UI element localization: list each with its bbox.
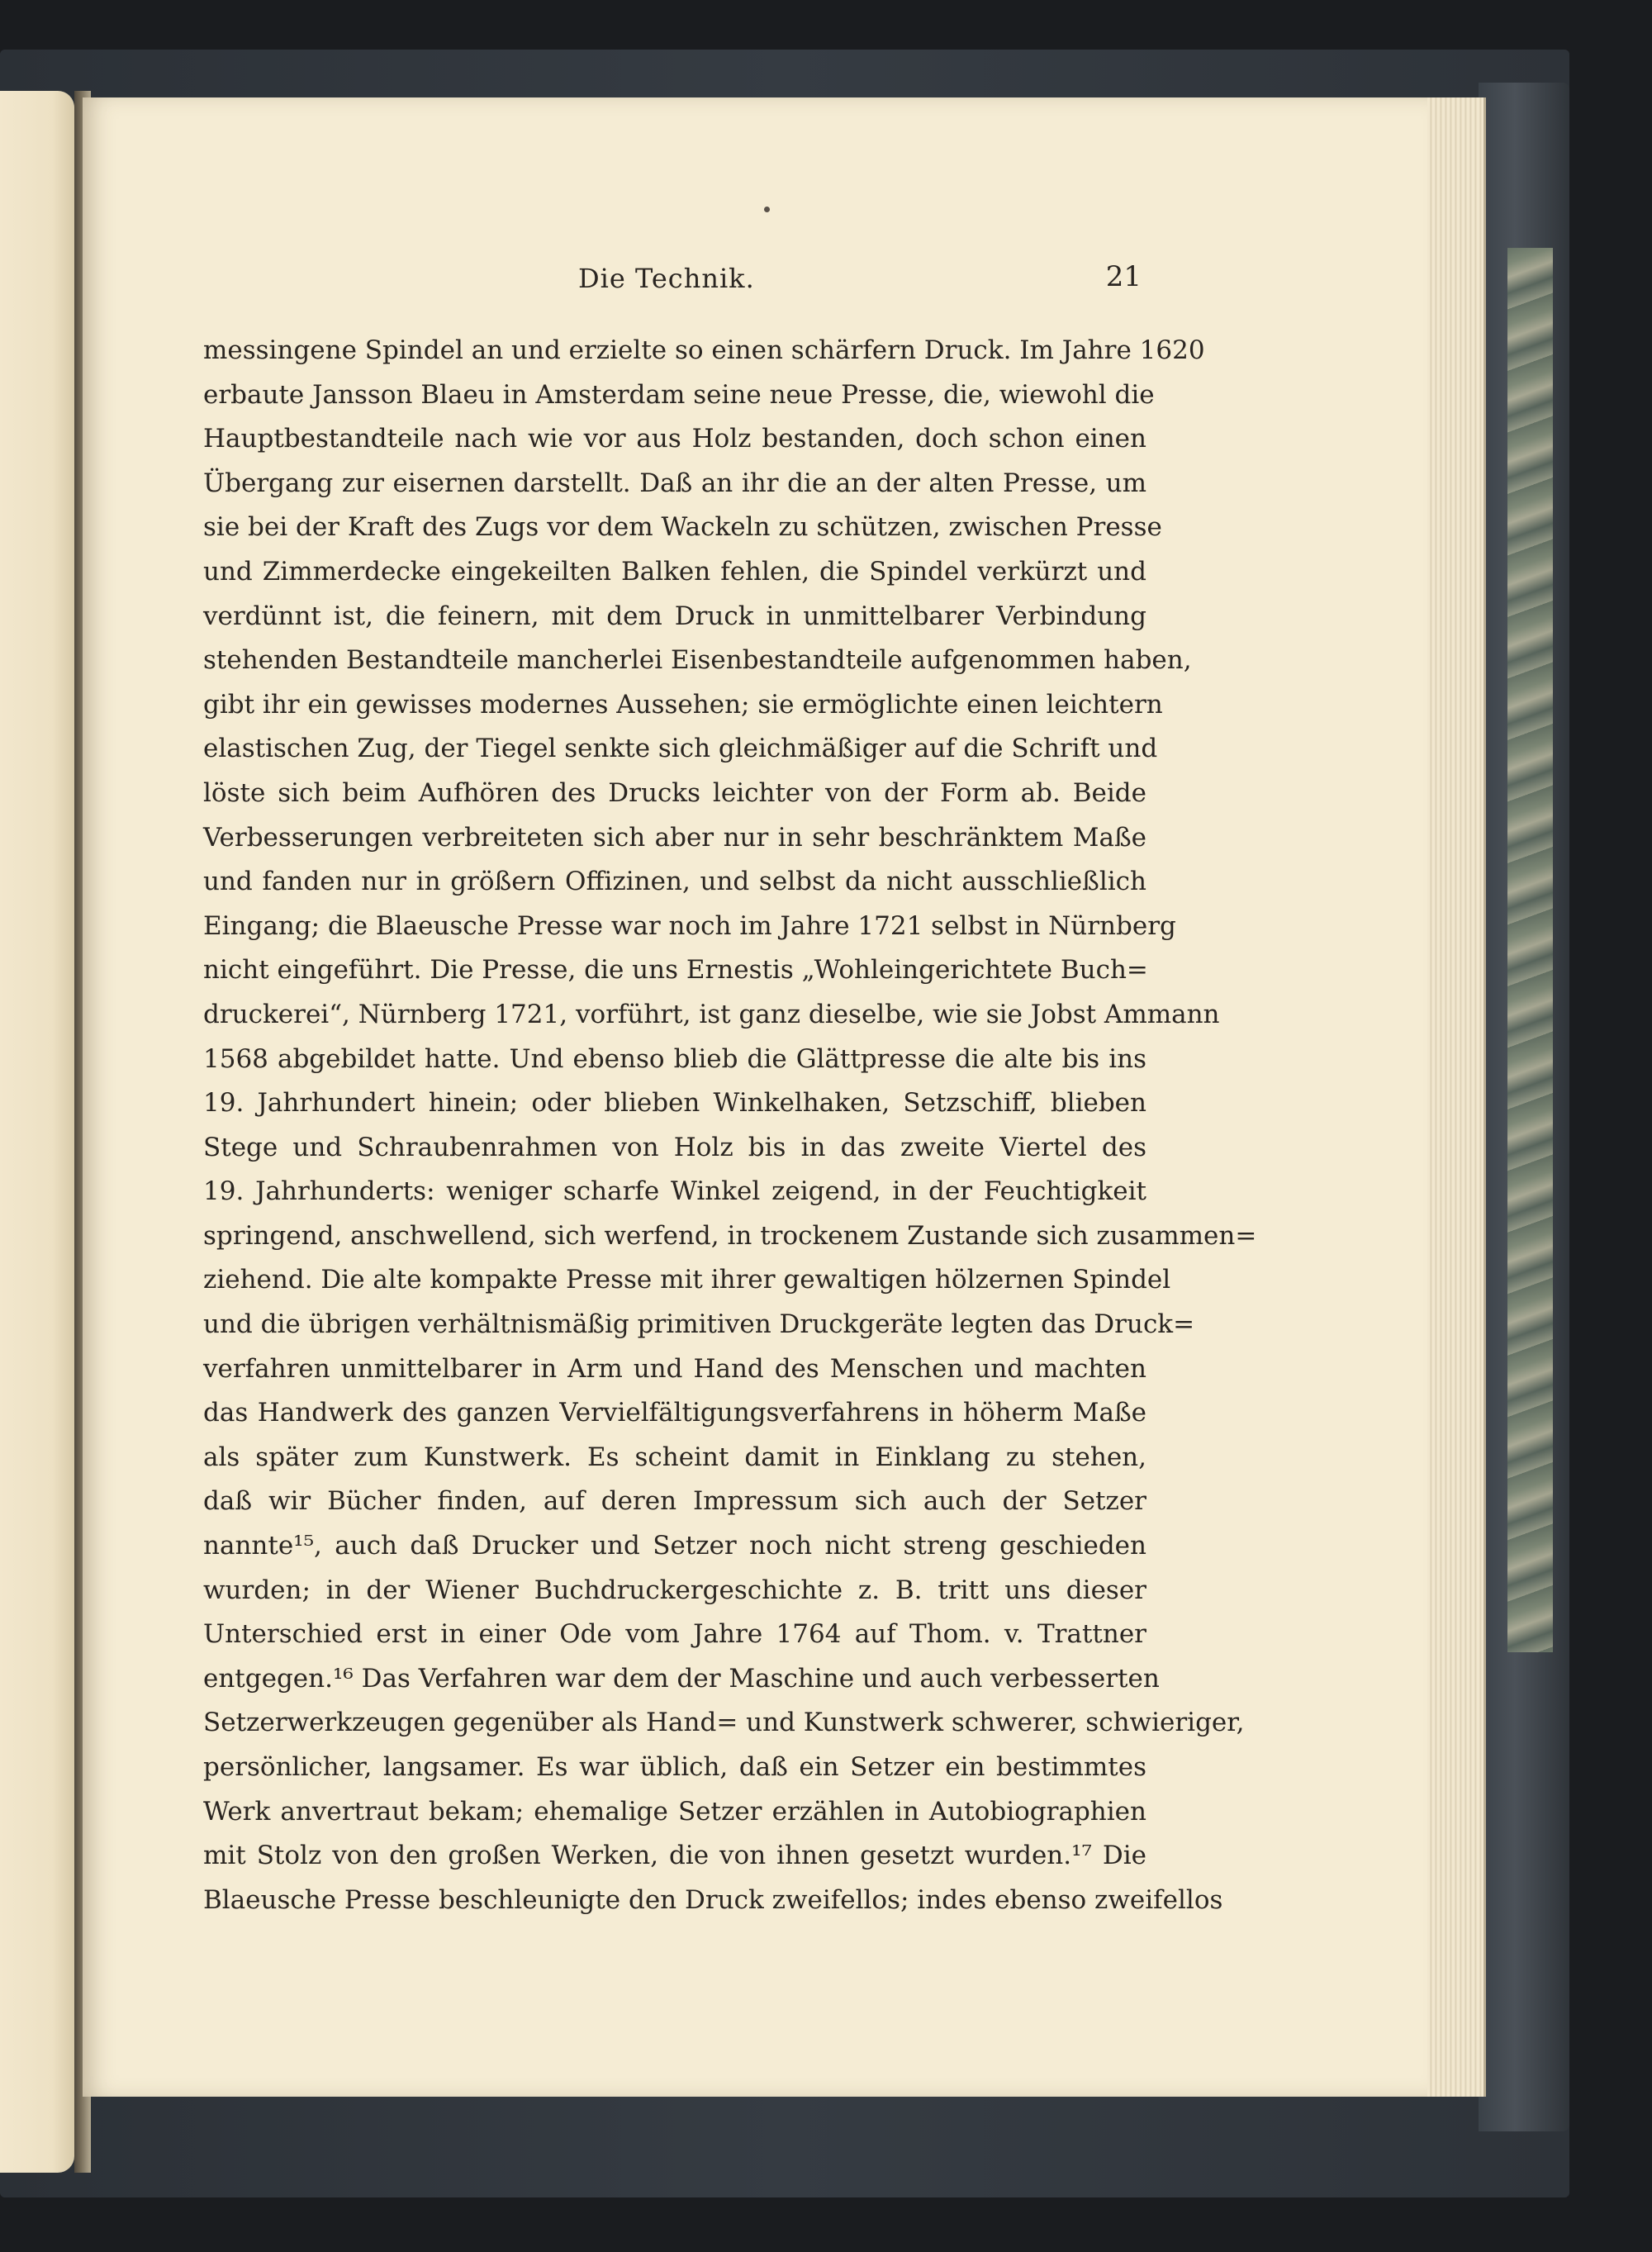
text-line: Verbesserungen verbreiteten sich aber nur in sehr beschränktem Maße (203, 822, 1146, 853)
body-text (203, 329, 1257, 1922)
text-line: springend, anschwellend, sich werfend, in trockenem Zustande sich zusammen= (203, 1220, 1257, 1251)
text-line: Blaeusche Presse beschleunigte den Druck zweifellos; indes ebenso zweifellos (203, 1884, 1223, 1915)
text-line: Setzerwerkzeugen gegenüber als Hand= und Kunstwerk schwerer, schwieriger, (203, 1708, 1245, 1738)
text-line: und die übrigen verhältnismäßig primitiven Druckgeräte legten das Druck= (203, 1309, 1195, 1340)
page-block-edges (1427, 97, 1486, 2097)
running-head: Die Technik. (578, 263, 755, 294)
text-line: erbaute Jansson Blaeu in Amsterdam seine neue Presse, die, wiewohl die (203, 379, 1155, 410)
text-line: elastischen Zug, der Tiegel senkte sich gleichmäßiger auf die Schrift und (203, 734, 1158, 764)
text-line: ziehend. Die alte kompakte Presse mit ihrer gewaltigen hölzernen Spindel (203, 1265, 1171, 1295)
text-line: nannte¹⁵, auch daß Drucker und Setzer noch nicht streng geschieden (203, 1531, 1146, 1561)
text-line: messingene Spindel an und erzielte so einen schärfern Druck. Im Jahre 1620 (203, 335, 1205, 365)
text-line: und Zimmerdecke eingekeilten Balken fehlen, die Spindel verkürzt und (203, 556, 1146, 587)
text-line: wurden; in der Wiener Buchdruckergeschichte z. B. tritt uns dieser (203, 1575, 1146, 1605)
text-line: persönlicher, langsamer. Es war üblich, daß ein Setzer ein bestimmtes (203, 1752, 1146, 1782)
ink-speck (764, 207, 770, 212)
text-line: mit Stolz von den großen Werken, die von ihnen gesetzt wurden.¹⁷ Die (203, 1841, 1146, 1871)
text-line: Unterschied erst in einer Ode vom Jahre 1764 auf Thom. v. Trattner (203, 1619, 1146, 1650)
text-line: das Handwerk des ganzen Vervielfältigungsverfahrens in höherm Maße (203, 1398, 1146, 1428)
text-line: und fanden nur in größern Offizinen, und selbst da nicht ausschließlich (203, 867, 1146, 897)
page-number: 21 (1105, 260, 1142, 293)
text-line: 1568 abgebildet hatte. Und ebenso blieb die Glättpresse die alte bis ins (203, 1043, 1146, 1074)
facing-page-edge (0, 91, 74, 2173)
text-line: Hauptbestandteile nach wie vor aus Holz bestanden, doch schon einen (203, 424, 1146, 454)
text-line: druckerei“, Nürnberg 1721, vorführt, ist ganz dieselbe, wie sie Jobst Ammann (203, 999, 1220, 1029)
text-line: gibt ihr ein gewisses modernes Aussehen; sie ermöglichte einen leichtern (203, 689, 1163, 720)
text-line: daß wir Bücher finden, auf deren Impressum sich auch der Setzer (203, 1486, 1146, 1517)
text-line: löste sich beim Aufhören des Drucks leichter von der Form ab. Beide (203, 777, 1146, 808)
text-line: Werk anvertraut bekam; ehemalige Setzer erzählen in Autobiographien (203, 1796, 1146, 1827)
text-line: als später zum Kunstwerk. Es scheint damit in Einklang zu stehen, (203, 1442, 1146, 1472)
text-line: entgegen.¹⁶ Das Verfahren war dem der Maschine und auch verbesserten (203, 1663, 1160, 1694)
text-line: Stege und Schraubenrahmen von Holz bis in das zweite Viertel des (203, 1132, 1146, 1162)
text-line: 19. Jahrhunderts: weniger scharfe Winkel zeigend, in der Feuchtigkeit (203, 1176, 1146, 1207)
text-line: verdünnt ist, die feinern, mit dem Druck in unmittelbarer Verbindung (203, 601, 1146, 631)
marbled-endpaper (1507, 248, 1553, 1652)
text-line: Eingang; die Blaeusche Presse war noch im Jahre 1721 selbst in Nürnberg (203, 910, 1176, 941)
text-line: stehenden Bestandteile mancherlei Eisenbestandteile aufgenommen haben, (203, 645, 1192, 676)
text-line: sie bei der Kraft des Zugs vor dem Wackeln zu schützen, zwischen Presse (203, 512, 1162, 543)
text-line: nicht eingeführt. Die Presse, die uns Ernestis „Wohleingerichtete Buch= (203, 955, 1148, 986)
text-line: verfahren unmittelbarer in Arm und Hand des Menschen und machten (203, 1353, 1146, 1384)
text-line: Übergang zur eisernen darstellt. Daß an ihr die an der alten Presse, um (203, 468, 1146, 498)
text-line: 19. Jahrhundert hinein; oder blieben Winkelhaken, Setzschiff, blieben (203, 1088, 1146, 1119)
